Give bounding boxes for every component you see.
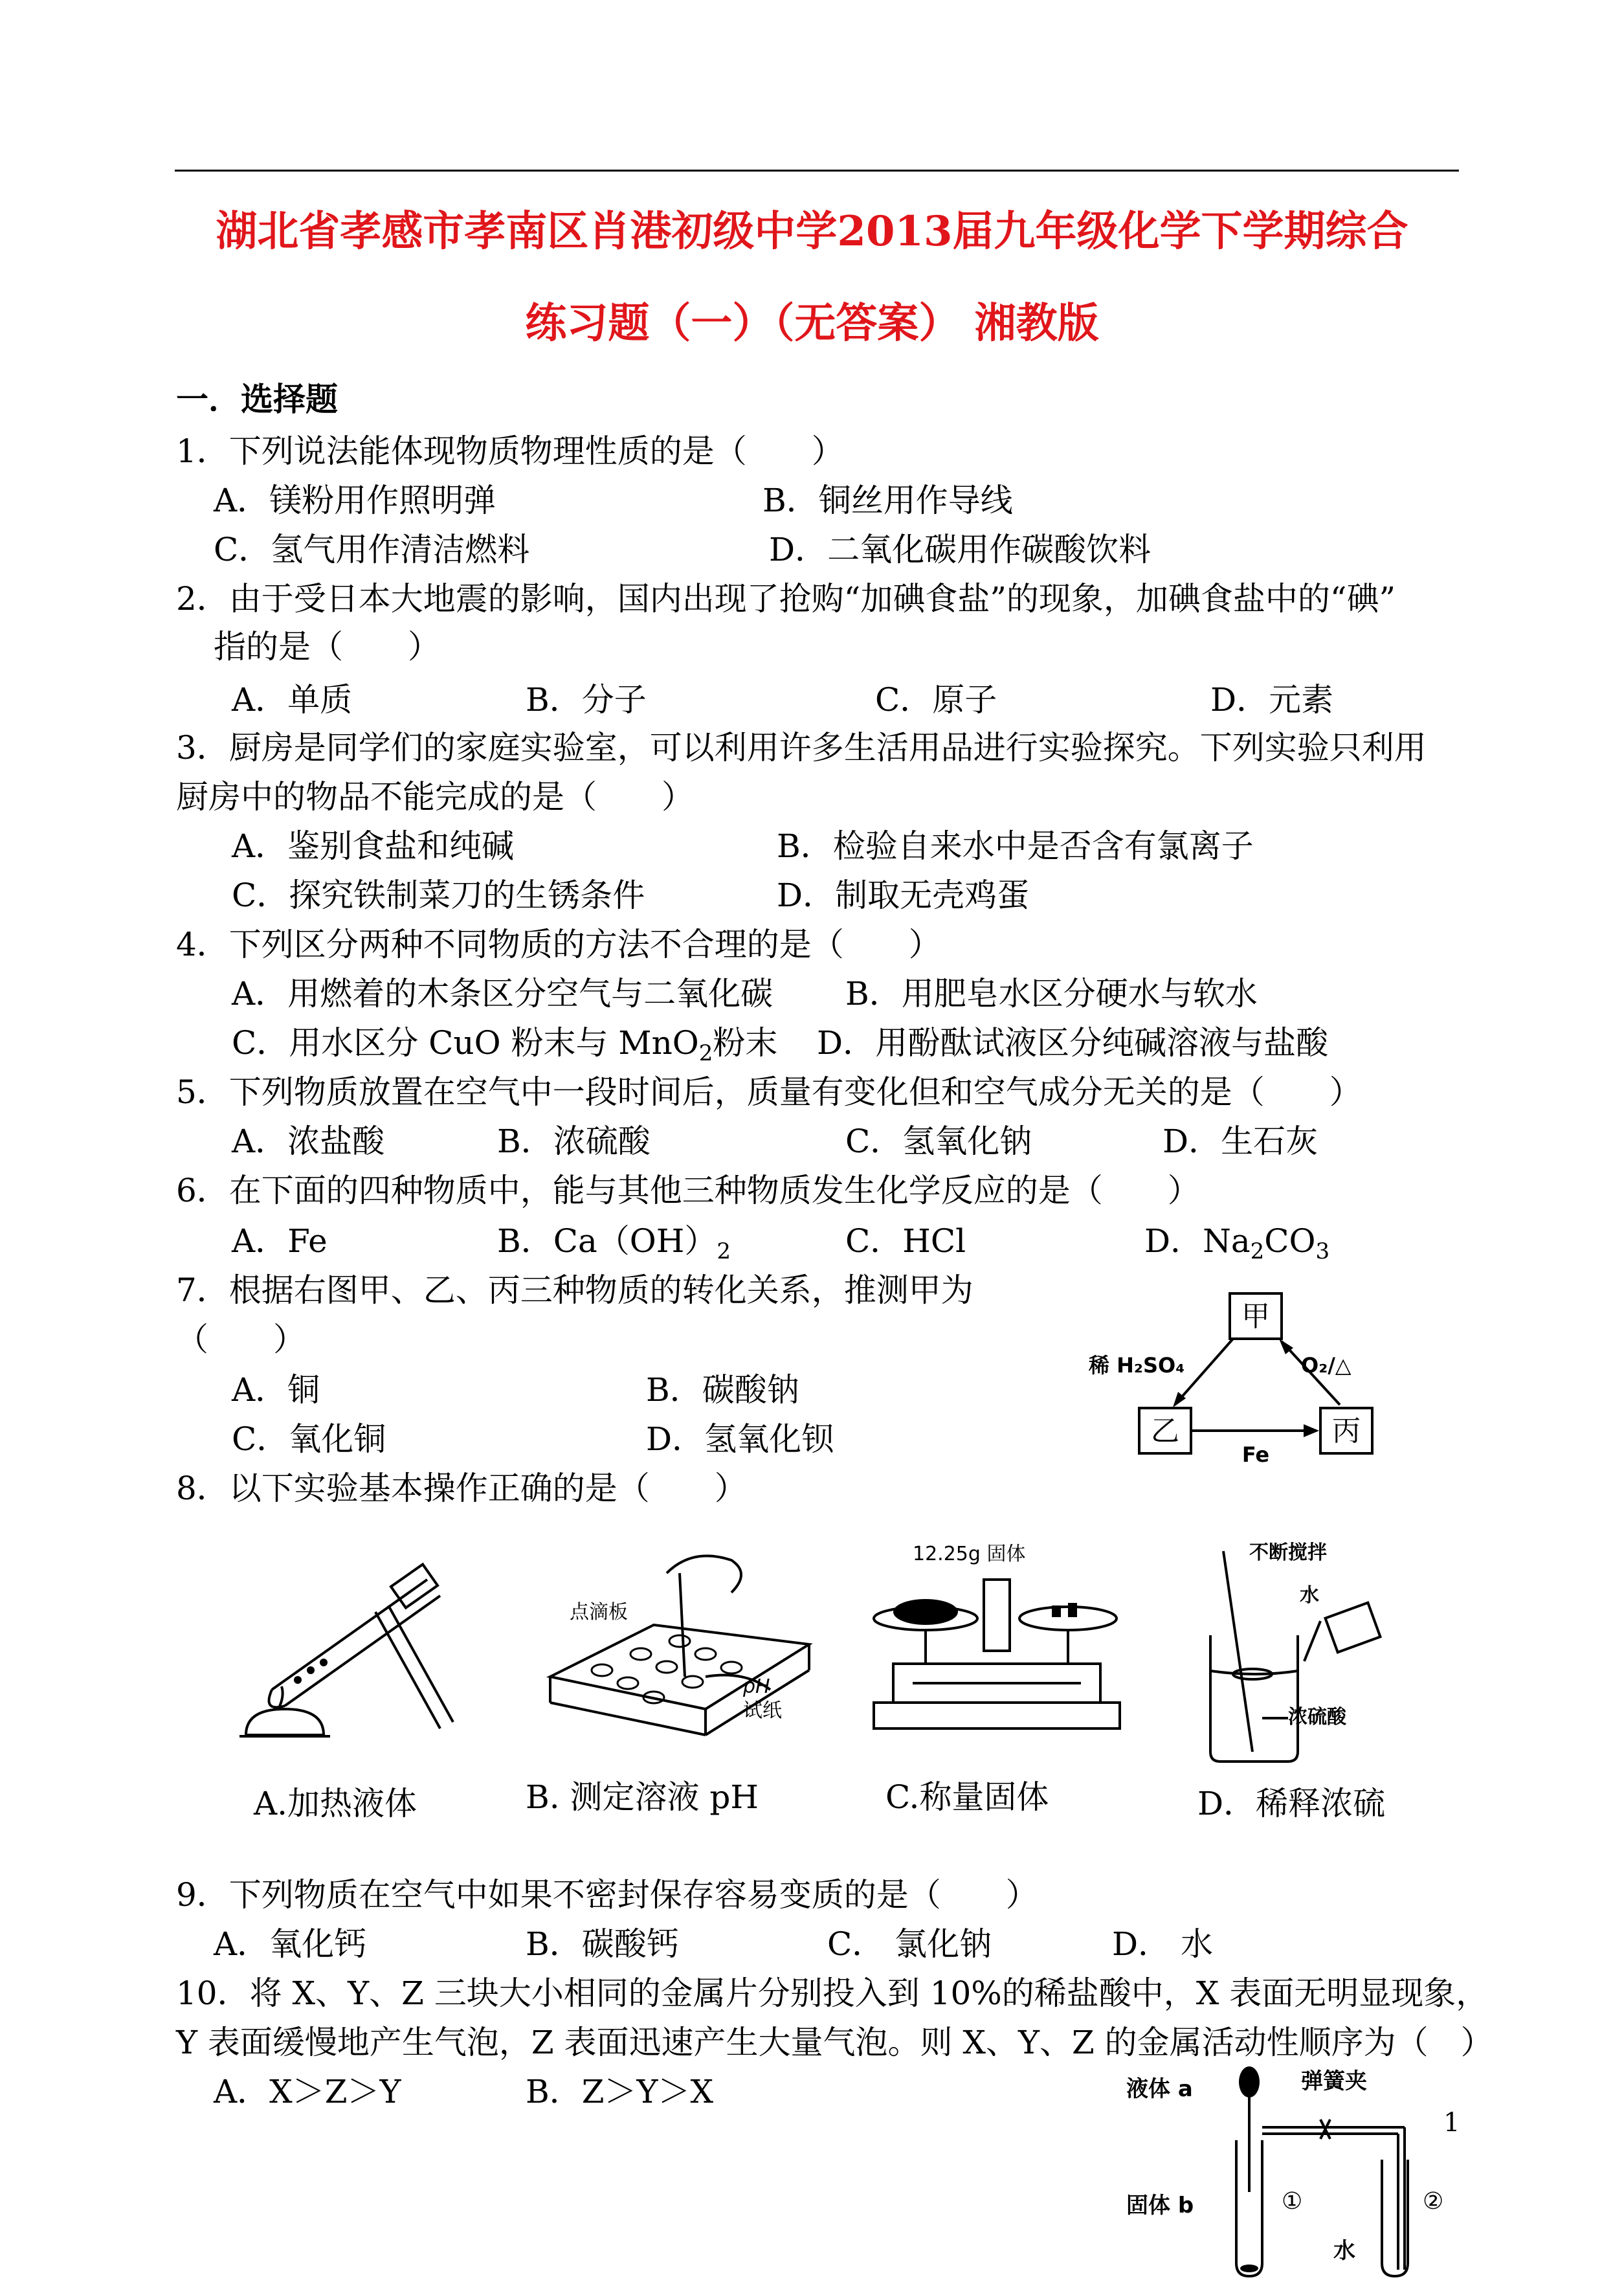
- q4-option-c: C．用水区分 CuO 粉末与 MnO$_2$粉末: [232, 1024, 778, 1066]
- q10-stem-line1: 10．将 X、Y、Z 三块大小相同的金属片分别投入到 10%的稀盐酸中，X 表面无明显现象，: [176, 1974, 1489, 2012]
- q6-option-b: B．$Ca(OH)_2$: [497, 1222, 731, 1264]
- q1-option-d: D．二氧化碳用作碳酸饮料: [769, 531, 1151, 568]
- q9-option-c: C． 氯化钠: [827, 1925, 992, 1963]
- q4-stem: 4．下列区分两种不同物质的方法不合理的是（ ）: [176, 926, 941, 963]
- document-title-line2: 练习题（一）（无答案） 湘教版: [525, 299, 1099, 348]
- q8-figure-b-caption: B. 测定溶液 pH: [526, 1778, 759, 1816]
- diagram-label-dilute-h2so4: 稀 H₂SO₄: [1089, 1353, 1185, 1378]
- q5-option-c: C．氢氧化钠: [845, 1123, 1032, 1160]
- q8-figure-heating-liquid: [233, 1547, 479, 1767]
- q6-option-d: D．$Na_2CO_3$: [1144, 1222, 1330, 1264]
- q10-option-a: A．X＞Z＞Y: [214, 2073, 401, 2110]
- q3-option-a: A．鉴别食盐和纯碱: [232, 827, 515, 865]
- q10-apparatus-figure: [1113, 2063, 1450, 2283]
- q8-d-label-stir: 不断搅拌: [1249, 1541, 1327, 1564]
- q3-stem-line2: 厨房中的物品不能完成的是（ ）: [176, 778, 694, 816]
- page-number: 1: [1443, 2108, 1460, 2138]
- diagram-label-fe: Fe: [1241, 1442, 1270, 1467]
- apparatus-tube1-label: ①: [1282, 2188, 1303, 2215]
- q2-option-c: C．原子: [875, 681, 997, 719]
- document-title-line1: 湖北省孝感市孝南区肖港初级中学2013届九年级化学下学期综合: [216, 207, 1408, 256]
- apparatus-label-clamp: 弹簧夹: [1301, 2068, 1367, 2094]
- q8-figure-c-caption: C.称量固体: [885, 1778, 1049, 1816]
- q1-option-a: A．镁粉用作照明弹: [214, 482, 496, 519]
- q8-c-label-solid: 12.25g 固体: [913, 1543, 1026, 1565]
- apparatus-label-liquid: 液体 a: [1126, 2076, 1193, 2102]
- q4-option-a: A．用燃着的木条区分空气与二氧化碳: [232, 975, 773, 1012]
- apparatus-label-solid: 固体 b: [1126, 2193, 1194, 2219]
- q10-stem-line2: Y 表面缓慢地产生气泡，Z 表面迅速产生大量气泡。则 X、Y、Z 的金属活动性顺序为（ ）: [176, 2024, 1493, 2061]
- q8-figure-a-caption: A.加热液体: [254, 1785, 417, 1822]
- apparatus-tube2-label: ②: [1423, 2188, 1444, 2215]
- q6-stem: 6．在下面的四种物质中，能与其他三种物质发生化学反应的是（ ）: [176, 1172, 1200, 1209]
- q2-option-d: D．元素: [1210, 681, 1334, 719]
- q8-figure-d-caption: D．稀释浓硫: [1197, 1785, 1386, 1822]
- diagram-node-bing: 丙: [1332, 1415, 1361, 1448]
- section-heading: 一．选择题: [176, 380, 338, 418]
- q9-option-a: A．氧化钙: [214, 1925, 367, 1963]
- diagram-label-o2-heat: O₂/△: [1301, 1353, 1351, 1378]
- q8-figure-dilute-acid: [1191, 1538, 1437, 1771]
- q7-answer-paren: （ ）: [176, 1321, 306, 1358]
- q4-option-b: B．用肥皂水区分硬水与软水: [845, 975, 1258, 1012]
- q1-option-c: C．氢气用作清洁燃料: [214, 531, 530, 568]
- q3-option-b: B．检验自来水中是否含有氯离子: [777, 827, 1254, 865]
- q1-stem: 1．下列说法能体现物质物理性质的是（ ）: [176, 432, 844, 470]
- q9-stem: 9．下列物质在空气中如果不密封保存容易变质的是（ ）: [176, 1876, 1038, 1914]
- q8-d-label-water: 水: [1300, 1584, 1319, 1607]
- q7-stem: 7．根据右图甲、乙、丙三种物质的转化关系，推测甲为: [176, 1271, 973, 1309]
- q2-option-b: B．分子: [526, 681, 647, 719]
- q8-figure-balance: [854, 1541, 1126, 1774]
- q8-b-label-ph: pH: [743, 1675, 770, 1698]
- q3-option-d: D．制取无壳鸡蛋: [777, 877, 1030, 914]
- q2-stem-line1: 2．由于受日本大地震的影响，国内出现了抢购“加碘食盐”的现象，加碘食盐中的“碘”: [176, 580, 1396, 618]
- q5-stem: 5．下列物质放置在空气中一段时间后，质量有变化但和空气成分无关的是（ ）: [176, 1073, 1362, 1111]
- q2-stem-line2: 指的是（ ）: [214, 628, 440, 666]
- q8-d-label-acid: 浓硫酸: [1288, 1706, 1346, 1728]
- q5-option-a: A．浓盐酸: [232, 1123, 385, 1160]
- q7-option-a: A．铜: [232, 1371, 320, 1409]
- q3-option-c: C．探究铁制菜刀的生锈条件: [232, 877, 645, 914]
- q7-option-b: B．碳酸钠: [646, 1371, 799, 1409]
- q7-option-d: D．氢氧化钡: [646, 1420, 834, 1458]
- q7-option-c: C．氧化铜: [232, 1420, 386, 1458]
- q9-option-b: B．碳酸钙: [526, 1925, 679, 1963]
- q3-stem-line1: 3．厨房是同学们的家庭实验室，可以利用许多生活用品进行实验探究。下列实验只利用: [176, 729, 1427, 766]
- header-rule: [175, 170, 1459, 172]
- q6-option-a: A．Fe: [232, 1222, 328, 1260]
- diagram-node-jia: 甲: [1241, 1300, 1270, 1333]
- q7-conversion-diagram: [1087, 1288, 1424, 1476]
- q10-option-b: B．Z＞Y＞X: [526, 2073, 714, 2110]
- diagram-node-yi: 乙: [1151, 1415, 1179, 1448]
- q8-b-label-paper: 试纸: [743, 1699, 782, 1722]
- q5-option-b: B．浓硫酸: [497, 1123, 651, 1160]
- q8-stem: 8．以下实验基本操作正确的是（ ）: [176, 1470, 747, 1507]
- q5-option-d: D．生石灰: [1162, 1123, 1318, 1160]
- apparatus-label-water: 水: [1333, 2238, 1355, 2264]
- q6-option-c: C．HCl: [845, 1222, 966, 1260]
- q8-b-label-plate: 点滴板: [570, 1601, 628, 1624]
- q8-figure-ph-test: [537, 1547, 822, 1767]
- q9-option-d: D． 水: [1112, 1925, 1213, 1963]
- q2-option-a: A．单质: [232, 681, 353, 719]
- q1-option-b: B．铜丝用作导线: [762, 482, 1013, 519]
- q4-option-d: D．用酚酞试液区分纯碱溶液与盐酸: [817, 1024, 1329, 1062]
